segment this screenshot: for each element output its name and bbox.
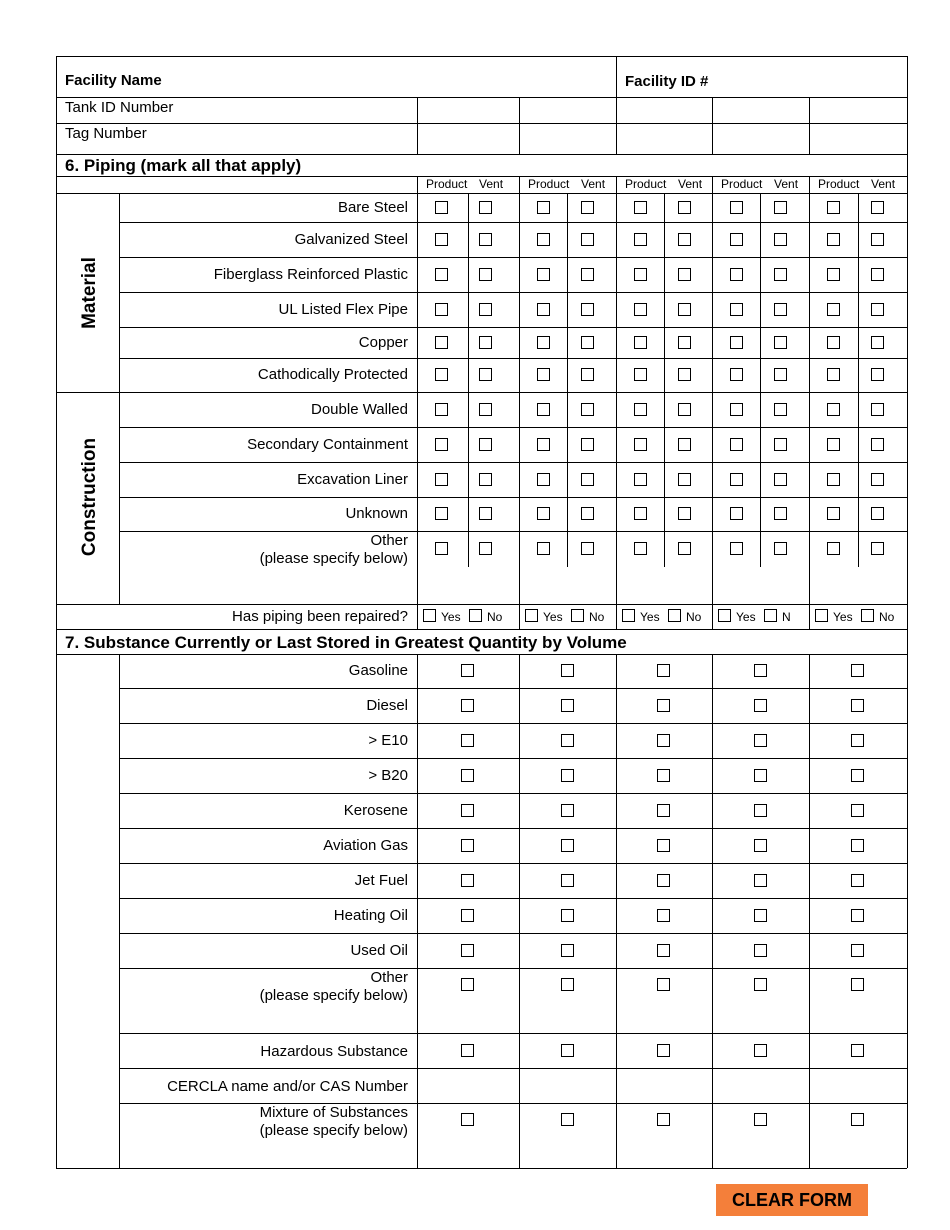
piping-construction-vent-checkbox[interactable] — [479, 403, 492, 416]
piping-construction-vent-checkbox[interactable] — [581, 507, 594, 520]
substance-checkbox[interactable] — [561, 874, 574, 887]
piping-construction-product-checkbox[interactable] — [634, 403, 647, 416]
piping-material-product-checkbox[interactable] — [634, 336, 647, 349]
piping-material-product-checkbox[interactable] — [730, 303, 743, 316]
mixture-checkbox[interactable] — [851, 1113, 864, 1126]
piping-construction-vent-checkbox[interactable] — [581, 473, 594, 486]
substance-other-checkbox[interactable] — [657, 978, 670, 991]
piping-construction-vent-checkbox[interactable] — [871, 438, 884, 451]
substance-checkbox[interactable] — [657, 769, 670, 782]
piping-construction-product-checkbox[interactable] — [730, 507, 743, 520]
piping-material-product-checkbox[interactable] — [634, 201, 647, 214]
piping-construction-product-checkbox[interactable] — [435, 438, 448, 451]
substance-checkbox[interactable] — [561, 804, 574, 817]
col-product-header: Product — [721, 177, 763, 191]
piping-material-vent-checkbox[interactable] — [479, 201, 492, 214]
substance-checkbox[interactable] — [754, 734, 767, 747]
piping-other-product-checkbox[interactable] — [634, 542, 647, 555]
piping-material-vent-checkbox[interactable] — [774, 368, 787, 381]
piping-construction-vent-checkbox[interactable] — [871, 473, 884, 486]
facility-name-input[interactable] — [180, 64, 614, 98]
repaired-yes-checkbox[interactable] — [525, 609, 538, 622]
substance-checkbox[interactable] — [754, 874, 767, 887]
piping-material-product-checkbox[interactable] — [827, 336, 840, 349]
piping-material-vent-checkbox[interactable] — [871, 233, 884, 246]
substance-checkbox[interactable] — [657, 804, 670, 817]
repaired-no-label: No — [487, 610, 503, 624]
piping-material-product-checkbox[interactable] — [634, 233, 647, 246]
repaired-no-checkbox[interactable] — [571, 609, 584, 622]
piping-construction-product-checkbox[interactable] — [537, 507, 550, 520]
piping-material-vent-checkbox[interactable] — [479, 336, 492, 349]
piping-material-product-checkbox[interactable] — [537, 368, 550, 381]
piping-construction-product-checkbox[interactable] — [827, 473, 840, 486]
substance-checkbox[interactable] — [461, 944, 474, 957]
substance-checkbox[interactable] — [851, 734, 864, 747]
piping-material-vent-checkbox[interactable] — [871, 201, 884, 214]
piping-row-label: Secondary Containment — [247, 436, 408, 453]
piping-material-product-checkbox[interactable] — [827, 201, 840, 214]
piping-material-product-checkbox[interactable] — [730, 368, 743, 381]
mixture-label: Mixture of Substances (please specify below) — [259, 1104, 408, 1139]
substance-checkbox[interactable] — [561, 699, 574, 712]
substance-checkbox[interactable] — [851, 664, 864, 677]
piping-material-vent-checkbox[interactable] — [774, 201, 787, 214]
substance-section-title: 7. Substance Currently or Last Stored in Greatest Quantity by Volume — [65, 633, 627, 652]
tag-number-label: Tag Number — [65, 125, 147, 142]
piping-construction-product-checkbox[interactable] — [537, 438, 550, 451]
substance-checkbox[interactable] — [754, 804, 767, 817]
piping-material-product-checkbox[interactable] — [435, 336, 448, 349]
piping-construction-vent-checkbox[interactable] — [479, 438, 492, 451]
piping-other-product-checkbox[interactable] — [435, 542, 448, 555]
piping-construction-product-checkbox[interactable] — [537, 403, 550, 416]
repaired-yes-checkbox[interactable] — [423, 609, 436, 622]
mixture-checkbox[interactable] — [461, 1113, 474, 1126]
piping-other-product-checkbox[interactable] — [827, 542, 840, 555]
piping-construction-vent-checkbox[interactable] — [581, 438, 594, 451]
repaired-yes-checkbox[interactable] — [718, 609, 731, 622]
substance-checkbox[interactable] — [461, 699, 474, 712]
piping-material-vent-checkbox[interactable] — [581, 233, 594, 246]
piping-construction-vent-checkbox[interactable] — [774, 438, 787, 451]
piping-material-product-checkbox[interactable] — [435, 303, 448, 316]
substance-checkbox[interactable] — [657, 839, 670, 852]
piping-material-vent-checkbox[interactable] — [479, 233, 492, 246]
piping-construction-vent-checkbox[interactable] — [774, 473, 787, 486]
piping-construction-product-checkbox[interactable] — [730, 438, 743, 451]
piping-material-vent-checkbox[interactable] — [479, 268, 492, 281]
hazardous-substance-checkbox[interactable] — [561, 1044, 574, 1057]
piping-other-product-checkbox[interactable] — [730, 542, 743, 555]
piping-construction-product-checkbox[interactable] — [827, 507, 840, 520]
piping-construction-vent-checkbox[interactable] — [678, 473, 691, 486]
piping-construction-product-checkbox[interactable] — [634, 507, 647, 520]
facility-id-input[interactable] — [718, 64, 907, 98]
substance-checkbox[interactable] — [657, 874, 670, 887]
piping-material-vent-checkbox[interactable] — [678, 268, 691, 281]
repaired-yes-label: Yes — [736, 610, 756, 624]
piping-construction-vent-checkbox[interactable] — [774, 507, 787, 520]
piping-construction-vent-checkbox[interactable] — [479, 507, 492, 520]
substance-checkbox[interactable] — [461, 734, 474, 747]
repaired-no-label: N — [782, 610, 791, 624]
piping-material-product-checkbox[interactable] — [537, 303, 550, 316]
piping-material-product-checkbox[interactable] — [634, 268, 647, 281]
col-product-header: Product — [528, 177, 570, 191]
piping-material-product-checkbox[interactable] — [827, 268, 840, 281]
substance-other-checkbox[interactable] — [461, 978, 474, 991]
substance-checkbox[interactable] — [461, 874, 474, 887]
piping-material-vent-checkbox[interactable] — [774, 268, 787, 281]
piping-construction-vent-checkbox[interactable] — [581, 403, 594, 416]
repaired-yes-label: Yes — [543, 610, 563, 624]
piping-row-label: Excavation Liner — [297, 471, 408, 488]
substance-checkbox[interactable] — [851, 839, 864, 852]
repaired-yes-checkbox[interactable] — [622, 609, 635, 622]
substance-checkbox[interactable] — [461, 769, 474, 782]
piping-row-label: Galvanized Steel — [294, 231, 408, 248]
piping-material-vent-checkbox[interactable] — [581, 336, 594, 349]
piping-material-vent-checkbox[interactable] — [678, 336, 691, 349]
facility-name-label: Facility Name — [65, 72, 162, 89]
substance-checkbox[interactable] — [561, 839, 574, 852]
substance-checkbox[interactable] — [657, 944, 670, 957]
repaired-no-checkbox[interactable] — [668, 609, 681, 622]
piping-material-vent-checkbox[interactable] — [871, 368, 884, 381]
piping-material-product-checkbox[interactable] — [730, 336, 743, 349]
piping-row-label: Fiberglass Reinforced Plastic — [213, 266, 408, 283]
substance-checkbox[interactable] — [851, 909, 864, 922]
piping-material-product-checkbox[interactable] — [730, 268, 743, 281]
substance-checkbox[interactable] — [657, 664, 670, 677]
substance-row-label: Heating Oil — [333, 907, 408, 924]
cercla-label: CERCLA name and/or CAS Number — [167, 1078, 408, 1095]
piping-material-vent-checkbox[interactable] — [479, 303, 492, 316]
substance-checkbox[interactable] — [561, 909, 574, 922]
piping-material-vent-checkbox[interactable] — [871, 336, 884, 349]
piping-other-label: Other (please specify below) — [259, 532, 408, 567]
piping-material-product-checkbox[interactable] — [730, 233, 743, 246]
piping-material-product-checkbox[interactable] — [435, 233, 448, 246]
hazardous-substance-checkbox[interactable] — [851, 1044, 864, 1057]
piping-construction-product-checkbox[interactable] — [537, 473, 550, 486]
piping-row-label: Bare Steel — [337, 199, 408, 216]
substance-checkbox[interactable] — [461, 909, 474, 922]
piping-material-product-checkbox[interactable] — [537, 268, 550, 281]
substance-checkbox[interactable] — [561, 734, 574, 747]
piping-construction-product-checkbox[interactable] — [435, 507, 448, 520]
piping-construction-vent-checkbox[interactable] — [871, 403, 884, 416]
piping-construction-product-checkbox[interactable] — [827, 438, 840, 451]
substance-other-checkbox[interactable] — [754, 978, 767, 991]
piping-row-label: Cathodically Protected — [257, 366, 408, 383]
repaired-yes-label: Yes — [833, 610, 853, 624]
hazardous-substance-checkbox[interactable] — [754, 1044, 767, 1057]
substance-other-label: Other (please specify below) — [259, 969, 408, 1004]
piping-material-product-checkbox[interactable] — [827, 368, 840, 381]
substance-row-label: Used Oil — [350, 942, 408, 959]
piping-material-vent-checkbox[interactable] — [581, 201, 594, 214]
piping-row-label: UL Listed Flex Pipe — [278, 301, 408, 318]
substance-row-label: Gasoline — [348, 662, 408, 679]
piping-construction-vent-checkbox[interactable] — [774, 403, 787, 416]
substance-checkbox[interactable] — [657, 734, 670, 747]
piping-material-vent-checkbox[interactable] — [678, 233, 691, 246]
substance-row-label: > B20 — [368, 767, 408, 784]
substance-checkbox[interactable] — [851, 944, 864, 957]
substance-checkbox[interactable] — [461, 664, 474, 677]
col-vent-header: Vent — [678, 177, 703, 191]
piping-material-product-checkbox[interactable] — [435, 201, 448, 214]
piping-construction-product-checkbox[interactable] — [634, 438, 647, 451]
hazardous-substance-checkbox[interactable] — [461, 1044, 474, 1057]
substance-checkbox[interactable] — [461, 839, 474, 852]
piping-material-product-checkbox[interactable] — [537, 233, 550, 246]
substance-checkbox[interactable] — [657, 699, 670, 712]
col-vent-header: Vent — [581, 177, 606, 191]
repaired-no-label: No — [879, 610, 895, 624]
piping-other-vent-checkbox[interactable] — [678, 542, 691, 555]
substance-checkbox[interactable] — [851, 874, 864, 887]
substance-row-label: Diesel — [366, 697, 408, 714]
piping-row-label: Unknown — [345, 505, 408, 522]
piping-construction-vent-checkbox[interactable] — [871, 507, 884, 520]
piping-material-product-checkbox[interactable] — [827, 233, 840, 246]
piping-row-label: Double Walled — [311, 401, 408, 418]
piping-material-product-checkbox[interactable] — [435, 268, 448, 281]
piping-material-vent-checkbox[interactable] — [581, 368, 594, 381]
mixture-checkbox[interactable] — [754, 1113, 767, 1126]
piping-material-vent-checkbox[interactable] — [774, 233, 787, 246]
substance-checkbox[interactable] — [851, 769, 864, 782]
piping-construction-vent-checkbox[interactable] — [479, 473, 492, 486]
substance-checkbox[interactable] — [561, 664, 574, 677]
substance-row-label: > E10 — [368, 732, 408, 749]
piping-section-title: 6. Piping (mark all that apply) — [65, 156, 302, 175]
piping-material-product-checkbox[interactable] — [435, 368, 448, 381]
facility-id-label: Facility ID # — [625, 73, 709, 90]
substance-row-label: Aviation Gas — [323, 837, 408, 854]
piping-material-product-checkbox[interactable] — [634, 303, 647, 316]
substance-checkbox[interactable] — [754, 839, 767, 852]
repaired-no-label: No — [589, 610, 605, 624]
hazardous-substance-checkbox[interactable] — [657, 1044, 670, 1057]
piping-repaired-label: Has piping been repaired? — [232, 608, 408, 625]
piping-material-vent-checkbox[interactable] — [581, 268, 594, 281]
substance-row-label: Jet Fuel — [354, 872, 408, 889]
piping-construction-vent-checkbox[interactable] — [678, 507, 691, 520]
hazardous-substance-label: Hazardous Substance — [260, 1043, 408, 1060]
piping-row-label: Copper — [358, 334, 408, 351]
repaired-yes-label: Yes — [441, 610, 461, 624]
construction-group-label: Construction — [79, 437, 100, 557]
col-vent-header: Vent — [774, 177, 799, 191]
piping-material-vent-checkbox[interactable] — [581, 303, 594, 316]
substance-checkbox[interactable] — [754, 664, 767, 677]
piping-construction-product-checkbox[interactable] — [634, 473, 647, 486]
substance-checkbox[interactable] — [851, 699, 864, 712]
piping-other-vent-checkbox[interactable] — [871, 542, 884, 555]
repaired-no-checkbox[interactable] — [861, 609, 874, 622]
substance-checkbox[interactable] — [561, 944, 574, 957]
repaired-yes-checkbox[interactable] — [815, 609, 828, 622]
piping-material-product-checkbox[interactable] — [537, 336, 550, 349]
substance-checkbox[interactable] — [851, 804, 864, 817]
piping-material-product-checkbox[interactable] — [827, 303, 840, 316]
piping-construction-product-checkbox[interactable] — [730, 473, 743, 486]
col-vent-header: Vent — [871, 177, 896, 191]
substance-other-checkbox[interactable] — [851, 978, 864, 991]
col-product-header: Product — [818, 177, 860, 191]
piping-construction-vent-checkbox[interactable] — [678, 438, 691, 451]
material-group-label: Material — [79, 257, 100, 329]
clear-form-button[interactable]: CLEAR FORM — [716, 1184, 868, 1216]
piping-material-vent-checkbox[interactable] — [479, 368, 492, 381]
mixture-checkbox[interactable] — [657, 1113, 670, 1126]
piping-other-vent-checkbox[interactable] — [581, 542, 594, 555]
piping-material-product-checkbox[interactable] — [634, 368, 647, 381]
piping-other-product-checkbox[interactable] — [537, 542, 550, 555]
piping-material-vent-checkbox[interactable] — [678, 303, 691, 316]
tank-id-label: Tank ID Number — [65, 99, 174, 116]
mixture-checkbox[interactable] — [561, 1113, 574, 1126]
piping-construction-product-checkbox[interactable] — [435, 473, 448, 486]
repaired-no-label: No — [686, 610, 702, 624]
substance-checkbox[interactable] — [754, 944, 767, 957]
substance-other-checkbox[interactable] — [561, 978, 574, 991]
substance-checkbox[interactable] — [754, 699, 767, 712]
piping-construction-product-checkbox[interactable] — [827, 403, 840, 416]
substance-checkbox[interactable] — [754, 909, 767, 922]
piping-material-vent-checkbox[interactable] — [871, 303, 884, 316]
piping-material-vent-checkbox[interactable] — [774, 336, 787, 349]
piping-material-vent-checkbox[interactable] — [774, 303, 787, 316]
substance-checkbox[interactable] — [657, 909, 670, 922]
piping-material-vent-checkbox[interactable] — [678, 201, 691, 214]
repaired-no-checkbox[interactable] — [764, 609, 777, 622]
piping-material-vent-checkbox[interactable] — [678, 368, 691, 381]
piping-material-vent-checkbox[interactable] — [871, 268, 884, 281]
piping-other-vent-checkbox[interactable] — [774, 542, 787, 555]
col-vent-header: Vent — [479, 177, 504, 191]
piping-construction-product-checkbox[interactable] — [435, 403, 448, 416]
substance-checkbox[interactable] — [561, 769, 574, 782]
piping-other-vent-checkbox[interactable] — [479, 542, 492, 555]
repaired-yes-label: Yes — [640, 610, 660, 624]
piping-construction-product-checkbox[interactable] — [730, 403, 743, 416]
substance-row-label: Kerosene — [343, 802, 408, 819]
piping-material-product-checkbox[interactable] — [537, 201, 550, 214]
repaired-no-checkbox[interactable] — [469, 609, 482, 622]
substance-checkbox[interactable] — [754, 769, 767, 782]
piping-material-product-checkbox[interactable] — [730, 201, 743, 214]
piping-construction-vent-checkbox[interactable] — [678, 403, 691, 416]
col-product-header: Product — [426, 177, 468, 191]
substance-checkbox[interactable] — [461, 804, 474, 817]
col-product-header: Product — [625, 177, 667, 191]
